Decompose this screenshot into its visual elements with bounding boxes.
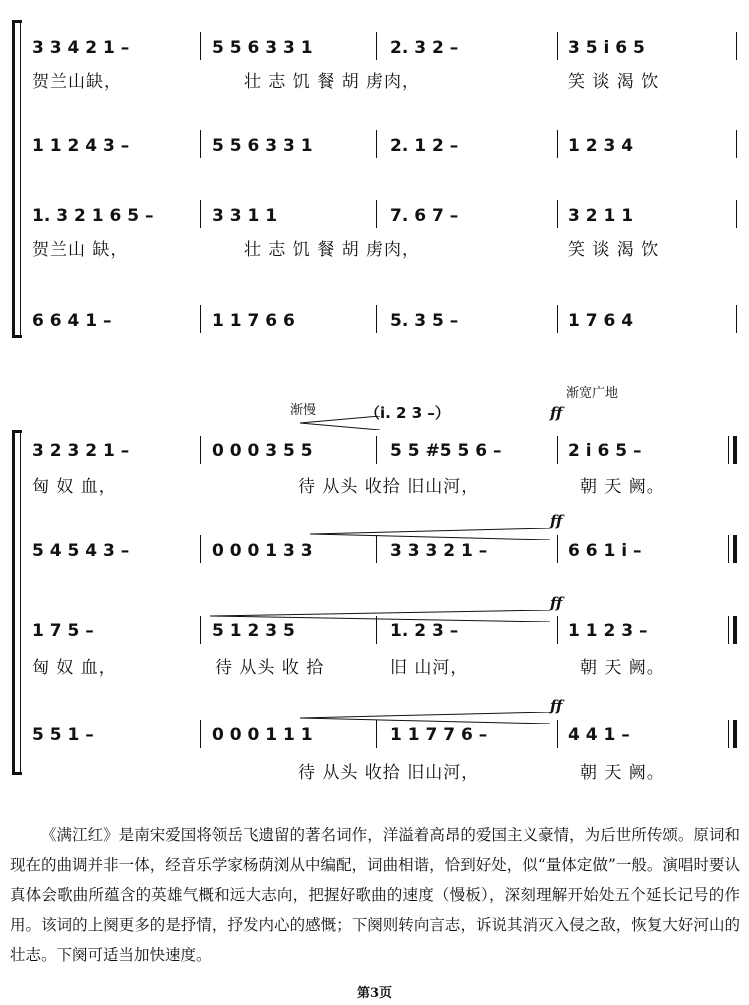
lyric: 待 从头 收拾 旧山河， bbox=[298, 477, 480, 497]
measure: 5. 3 5 – bbox=[390, 311, 459, 331]
measure: 5 5 6 3 3 1 bbox=[212, 136, 313, 156]
measure: 1. 3 2 1 6 5 – bbox=[32, 206, 154, 226]
measure: 3 3 4 2 1 – bbox=[32, 38, 130, 58]
measure: 1 7 6 4 bbox=[568, 311, 634, 331]
system-bracket bbox=[12, 430, 15, 775]
parenthetical-notes: （i. 2 3 –） bbox=[365, 404, 450, 422]
barline bbox=[376, 200, 377, 228]
lyric: 朝 天 阙。 bbox=[580, 477, 665, 497]
measure: 1 2 3 4 bbox=[568, 136, 634, 156]
lyric: 贺兰山缺， bbox=[32, 72, 122, 92]
final-barline bbox=[728, 616, 729, 644]
final-barline bbox=[733, 720, 737, 748]
dynamic-ff: ff bbox=[550, 512, 563, 530]
measure: 5 5 1 – bbox=[32, 725, 94, 745]
barline bbox=[376, 32, 377, 60]
measure: 5 5 #5 5 6 – bbox=[390, 441, 502, 461]
measure: 6 6 1 i – bbox=[568, 541, 642, 561]
barline bbox=[736, 32, 737, 60]
lyric: 壮 志 饥 餐 胡 虏肉， bbox=[244, 72, 421, 92]
measure: 0 0 0 1 3 3 bbox=[212, 541, 313, 561]
final-barline bbox=[733, 535, 737, 563]
lyric: 旧 山河， bbox=[390, 658, 469, 678]
barline bbox=[200, 32, 201, 60]
measure: 2. 1 2 – bbox=[390, 136, 459, 156]
barline bbox=[376, 305, 377, 333]
lyric: 贺兰山 缺， bbox=[32, 240, 129, 260]
lyric: 匈 奴 血， bbox=[32, 477, 117, 497]
lyric: 朝 天 阙。 bbox=[580, 763, 665, 783]
description-paragraph: 《满江红》是南宋爱国将领岳飞遗留的著名词作，洋溢着高昂的爱国主义豪情，为后世所传颂。原词和现在的曲调并非一体，经音乐学家杨荫浏从中编配，词曲相谐，恰到好处，似“量体定做”一般。演唱时要认真体会歌曲所蕴含的英雄气概和远大志向，把握好歌曲的速度（慢板），深刻理解开始处五个延长记号的作用。该词的上阕更多的是抒情，抒发内心的感慨；下阕则转向言志，诉说其消灭入侵之敌，恢复大好河山的壮志。下阕可适当加快速度。 bbox=[10, 826, 740, 964]
measure: 3 3 1 1 bbox=[212, 206, 278, 226]
measure: 3 3 3 2 1 – bbox=[390, 541, 488, 561]
measure: 0 0 0 1 1 1 bbox=[212, 725, 313, 745]
tempo-marking: 渐慢 bbox=[290, 403, 317, 418]
barline bbox=[200, 200, 201, 228]
measure: 1 1 2 3 – bbox=[568, 621, 648, 641]
measure: 4 4 1 – bbox=[568, 725, 630, 745]
measure: 1 1 7 6 6 bbox=[212, 311, 295, 331]
measure: 7. 6 7 – bbox=[390, 206, 459, 226]
lyric: 壮 志 饥 餐 胡 虏肉， bbox=[244, 240, 421, 260]
barline bbox=[200, 720, 201, 748]
system-bracket bbox=[12, 20, 15, 338]
barline bbox=[557, 305, 558, 333]
final-barline bbox=[733, 436, 737, 464]
barline bbox=[557, 720, 558, 748]
final-barline bbox=[728, 720, 729, 748]
measure: 2 i 6 5 – bbox=[568, 441, 642, 461]
final-barline bbox=[728, 535, 729, 563]
barline bbox=[200, 130, 201, 158]
measure: 5 1 2 3 5 bbox=[212, 621, 295, 641]
measure: 0 0 0 3 5 5 bbox=[212, 441, 313, 461]
measure: 1. 2 3 – bbox=[390, 621, 459, 641]
crescendo-hairpin bbox=[310, 528, 550, 540]
system-line bbox=[20, 430, 21, 775]
barline bbox=[200, 305, 201, 333]
barline bbox=[376, 436, 377, 464]
page-number: 第3页 bbox=[356, 986, 393, 1001]
measure: 5 5 6 3 3 1 bbox=[212, 38, 313, 58]
lyric: 待 从头 收 拾 bbox=[215, 658, 325, 678]
barline bbox=[736, 130, 737, 158]
lyric: 匈 奴 血， bbox=[32, 658, 117, 678]
measure: 3 2 3 2 1 – bbox=[32, 441, 130, 461]
barline bbox=[557, 535, 558, 563]
tempo-marking: 渐宽广地 bbox=[566, 386, 619, 401]
measure: 5 4 5 4 3 – bbox=[32, 541, 130, 561]
dynamic-ff: ff bbox=[550, 594, 563, 612]
measure: 3 5 i 6 5 bbox=[568, 38, 645, 58]
lyric: 笑 谈 渴 饮 bbox=[568, 72, 660, 92]
barline bbox=[736, 200, 737, 228]
measure: 3 2 1 1 bbox=[568, 206, 634, 226]
measure: 6 6 4 1 – bbox=[32, 311, 112, 331]
measure: 1 1 7 7 6 – bbox=[390, 725, 488, 745]
barline bbox=[200, 436, 201, 464]
barline bbox=[376, 130, 377, 158]
measure: 2. 3 2 – bbox=[390, 38, 459, 58]
final-barline bbox=[728, 436, 729, 464]
lyric: 朝 天 阙。 bbox=[580, 658, 665, 678]
barline bbox=[200, 616, 201, 644]
barline bbox=[557, 32, 558, 60]
system-line bbox=[20, 20, 21, 338]
barline bbox=[557, 436, 558, 464]
barline bbox=[736, 305, 737, 333]
barline bbox=[557, 616, 558, 644]
dynamic-ff: ff bbox=[550, 404, 563, 422]
measure: 1 7 5 – bbox=[32, 621, 94, 641]
crescendo-hairpin bbox=[300, 712, 550, 724]
barline bbox=[200, 535, 201, 563]
lyric: 待 从头 收拾 旧山河， bbox=[298, 763, 480, 783]
final-barline bbox=[733, 616, 737, 644]
lyric: 笑 谈 渴 饮 bbox=[568, 240, 660, 260]
dynamic-ff: ff bbox=[550, 697, 563, 715]
barline bbox=[557, 130, 558, 158]
crescendo-hairpin bbox=[300, 416, 380, 430]
barline bbox=[557, 200, 558, 228]
measure: 1 1 2 4 3 – bbox=[32, 136, 130, 156]
barline bbox=[376, 720, 377, 748]
